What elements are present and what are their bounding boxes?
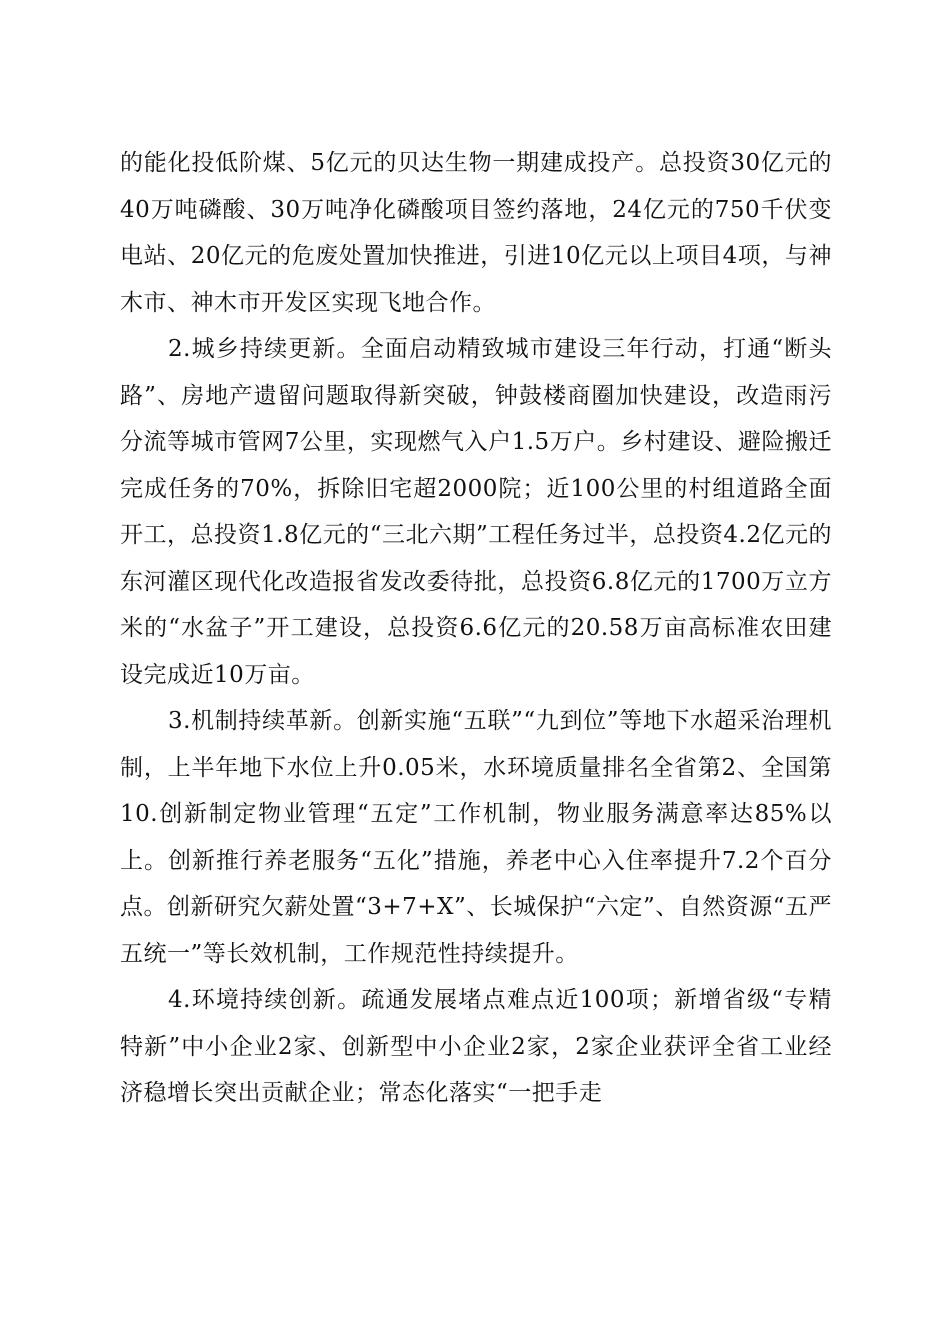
paragraph-energy-projects: 的能化投低阶煤、5亿元的贝达生物一期建成投产。总投资30亿元的40万吨磷酸、30万吨净化磷酸项目签约落地，24亿元的750千伏变电站、20亿元的危废处置加快推进，引进10亿元以上项目4项，与神木市、神木市开发区实现飞地合作。 xyxy=(120,150,832,316)
document-body xyxy=(120,140,832,1117)
paragraph-urban-rural-renewal: 2.城乡持续更新。全面启动精致城市建设三年行动，打通“断头路”、房地产遗留问题取得新突破，钟鼓楼商圈加快建设，改造雨污分流等城市管网7公里，实现燃气入户1.5万户。乡村建设、避险搬迁完成任务的70%，拆除旧宅超2000院；近100公里的村组道路全面开工，总投资1.8亿元的“三北六期”工程任务过半，总投资4.2亿元的东河灌区现代化改造报省发改委待批，总投资6.8亿元的1700万立方米的“水盆子”开工建设，总投资6.6亿元的20.58万亩高标准农田建设完成近10万亩。 xyxy=(120,336,832,688)
paragraph-mechanism-innovation: 3.机制持续革新。创新实施“五联”“九到位”等地下水超采治理机制，上半年地下水位上升0.05米，水环境质量排名全省第2、全国第10.创新制定物业管理“五定”工作机制，物业服务满意率达85%以上。创新推行养老服务“五化”措施，养老中心入住率提升7.2个百分点。创新研究欠薪处置“3+7+X”、长城保护“六定”、自然资源“五严五统一”等长效机制，工作规范性持续提升。 xyxy=(120,708,832,967)
paragraph-environment-innovation: 4.环境持续创新。疏通发展堵点难点近100项；新增省级“专精特新”中小企业2家、创新型中小企业2家，2家企业获评全省工业经济稳增长突出贡献企业；常态化落实“一把手走 xyxy=(120,987,832,1106)
